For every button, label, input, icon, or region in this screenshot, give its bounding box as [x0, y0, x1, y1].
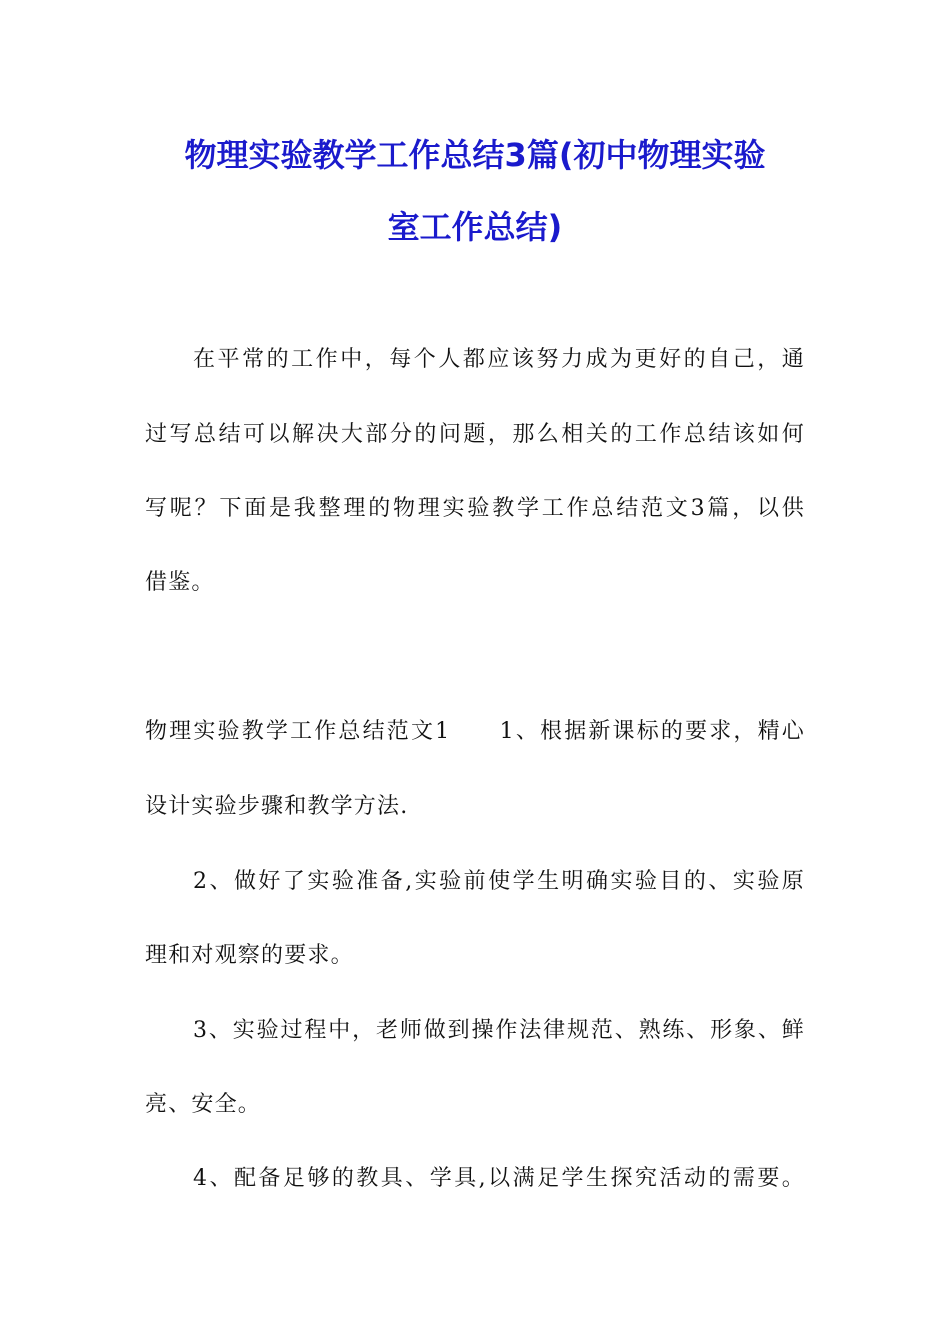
document-title-line-1: 物理实验教学工作总结3篇(初中物理实验 — [184, 136, 766, 174]
intro-line-1: 在平常的工作中，每个人都应该努力成为更好的自己，通 — [193, 347, 805, 372]
section1-item3-line-2: 亮、安全。 — [145, 1092, 262, 1117]
intro-line-3: 写呢？下面是我整理的物理实验教学工作总结范文3篇，以供 — [145, 496, 805, 521]
document-title-line-2: 室工作总结) — [387, 208, 563, 246]
section1-heading-line: 物理实验教学工作总结范文1 1、根据新课标的要求，精心 — [145, 719, 805, 744]
intro-line-2: 过写总结可以解决大部分的问题，那么相关的工作总结该如何 — [145, 422, 805, 447]
section1-item1-line-2: 设计实验步骤和教学方法. — [145, 794, 409, 819]
section1-item3-line-1: 3、实验过程中，老师做到操作法律规范、熟练、形象、鲜 — [193, 1018, 805, 1043]
section1-item4-line-1: 4、配备足够的教具、学具,以满足学生探究活动的需要。 — [193, 1166, 805, 1191]
section1-item2-line-2: 理和对观察的要求。 — [145, 943, 354, 968]
section1-item2-line-1: 2、做好了实验准备,实验前使学生明确实验目的、实验原 — [193, 869, 805, 894]
intro-line-4: 借鉴。 — [145, 570, 215, 595]
